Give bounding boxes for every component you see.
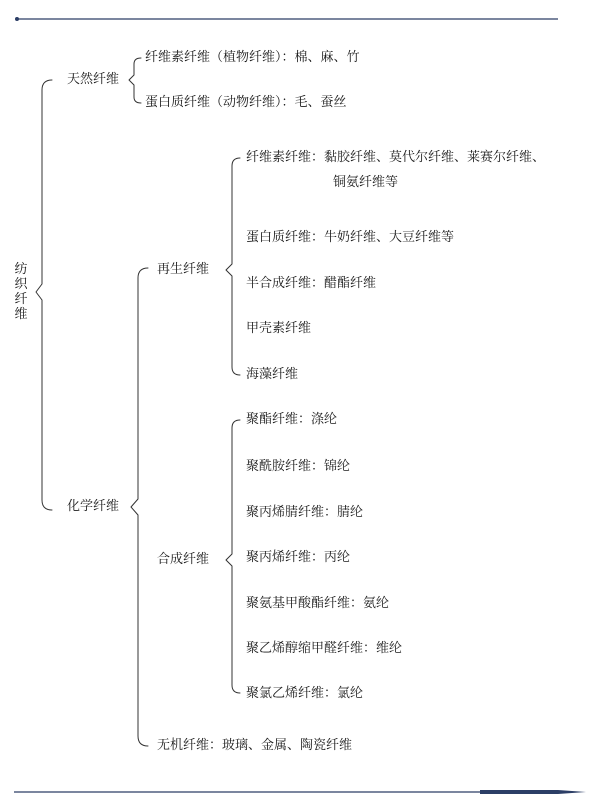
synthetic-item-polyester: 聚酯纤维：涤纶: [246, 412, 338, 427]
regenerated-item-alginate: 海藻纤维: [246, 367, 299, 382]
natural-fiber-label: 天然纤维: [67, 72, 120, 87]
synthetic-fiber-label: 合成纤维: [157, 552, 210, 567]
root-brace: [36, 80, 52, 510]
inorganic-fiber-label: 无机纤维：玻璃、金属、陶瓷纤维: [157, 738, 353, 753]
bottom-rule: [14, 790, 586, 794]
synthetic-brace: [226, 420, 240, 693]
chemical-fiber-label: 化学纤维: [67, 499, 120, 514]
regenerated-item-protein: 蛋白质纤维：牛奶纤维、大豆纤维等: [246, 230, 455, 245]
root-label: [14, 262, 28, 322]
root-label-char: 维: [14, 307, 28, 322]
regenerated-brace: [226, 158, 240, 375]
synthetic-item-polypropylene: 聚丙烯纤维：丙纶: [246, 550, 351, 565]
synthetic-item-acrylic: 聚丙烯腈纤维：腈纶: [246, 505, 364, 520]
regenerated-item-chitin: 甲壳素纤维: [246, 321, 312, 336]
top-rule: [15, 17, 558, 21]
natural-item-protein: 蛋白质纤维（动物纤维）：毛、蚕丝: [145, 95, 347, 110]
synthetic-item-pvc: 聚氯乙烯纤维：氯纶: [246, 686, 364, 701]
natural-brace: [129, 58, 141, 103]
synthetic-item-spandex: 聚氨基甲酸酯纤维：氨纶: [246, 596, 390, 611]
regenerated-fiber-label: 再生纤维: [157, 262, 210, 277]
chemical-brace: [131, 268, 148, 746]
natural-item-cellulose: 纤维素纤维（植物纤维）：棉、麻、竹: [145, 50, 360, 65]
regenerated-item-semisynthetic: 半合成纤维：醋酯纤维: [246, 276, 377, 291]
regenerated-item-cellulose-line2: 铜氨纤维等: [333, 175, 399, 190]
root-label-char: 织: [14, 277, 28, 292]
synthetic-item-vinylon: 聚乙烯醇缩甲醛纤维：维纶: [246, 641, 403, 656]
synthetic-item-polyamide: 聚酰胺纤维：锦纶: [246, 459, 351, 474]
regenerated-item-cellulose: 纤维素纤维：黏胶纤维、莫代尔纤维、莱赛尔纤维、: [246, 150, 546, 165]
root-label-char: 纺: [14, 262, 28, 277]
root-label-char: 纤: [14, 292, 28, 307]
